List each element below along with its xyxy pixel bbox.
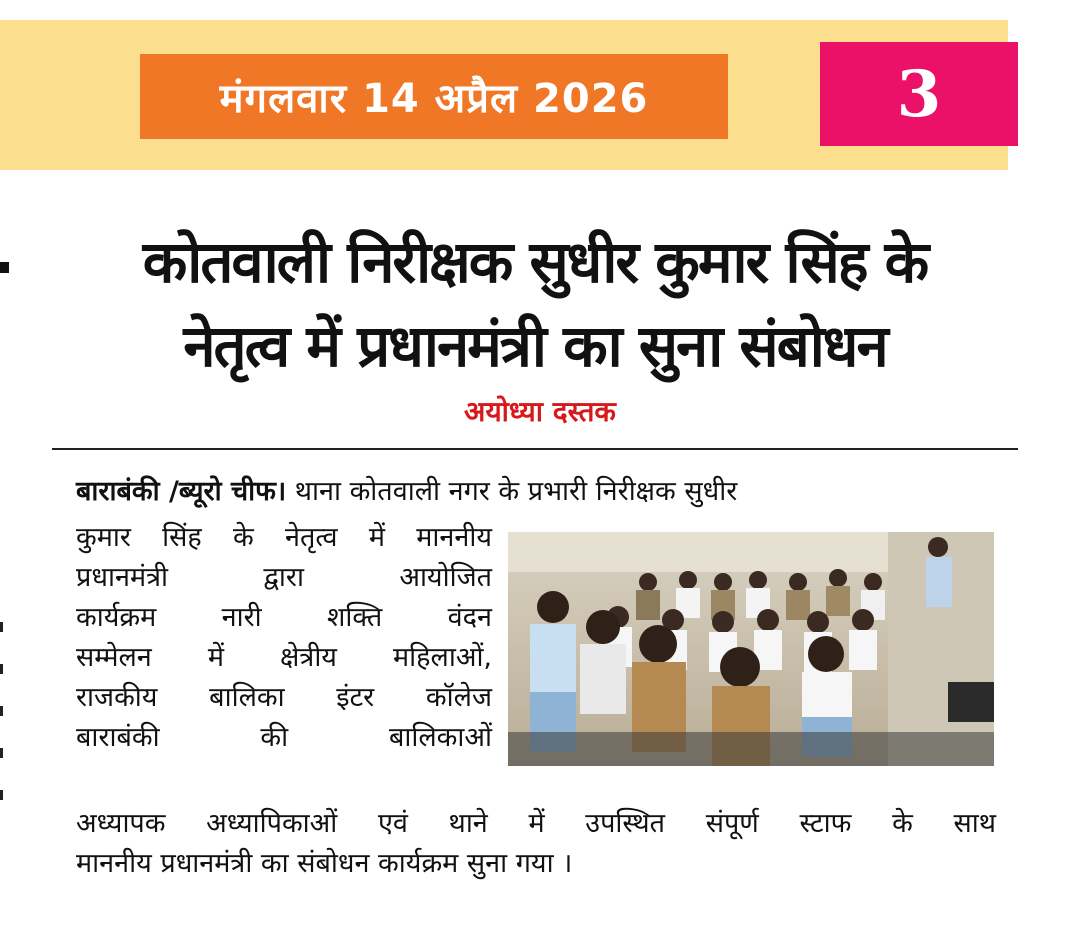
column-line: बाराबंकी की बालिकाओं bbox=[76, 722, 492, 753]
first-line-text: थाना कोतवाली नगर के प्रभारी निरीक्षक सुधीर bbox=[286, 476, 738, 507]
adjacent-column-fragment bbox=[0, 262, 9, 273]
edge-fragment bbox=[0, 622, 3, 632]
headline-line-1: कोतवाली निरीक्षक सुधीर कुमार सिंह के bbox=[142, 228, 928, 296]
issue-date: मंगलवार 14 अप्रैल 2026 bbox=[219, 76, 649, 122]
edge-fragment bbox=[0, 706, 3, 716]
edge-fragment bbox=[0, 790, 3, 800]
bottom-line-2: माननीय प्रधानमंत्री का संबोधन कार्यक्रम सुना गया । bbox=[76, 848, 573, 879]
bottom-line-1: अध्यापक अध्यापिकाओं एवं थाने में उपस्थित संपूर्ण स्टाफ के साथ bbox=[76, 808, 996, 839]
article-first-line bbox=[76, 472, 996, 512]
article-column-text bbox=[76, 518, 492, 758]
page-number-box bbox=[820, 42, 1018, 146]
headline bbox=[40, 220, 1030, 388]
column-line: सम्मेलन में क्षेत्रीय महिलाओं, bbox=[76, 642, 492, 673]
page-number: 3 bbox=[896, 56, 942, 132]
news-photo bbox=[508, 532, 994, 766]
column-line: प्रधानमंत्री द्वारा आयोजित bbox=[76, 562, 492, 593]
classroom-photo-icon bbox=[508, 532, 994, 766]
divider-rule bbox=[52, 448, 1018, 450]
edge-fragment bbox=[0, 748, 3, 758]
source-credit: अयोध्या दस्तक bbox=[464, 395, 616, 428]
column-line: कार्यक्रम नारी शक्ति वंदन bbox=[76, 602, 492, 633]
dateline: बाराबंकी /ब्यूरो चीफ। bbox=[76, 476, 287, 507]
article-bottom-text bbox=[76, 804, 996, 884]
column-line: राजकीय बालिका इंटर कॉलेज bbox=[76, 682, 492, 713]
headline-line-2: नेतृत्व में प्रधानमंत्री का सुना संबोधन bbox=[183, 312, 887, 380]
date-box bbox=[140, 54, 728, 139]
edge-fragment bbox=[0, 664, 3, 674]
column-line: कुमार सिंह के नेतृत्व में माननीय bbox=[76, 522, 492, 553]
